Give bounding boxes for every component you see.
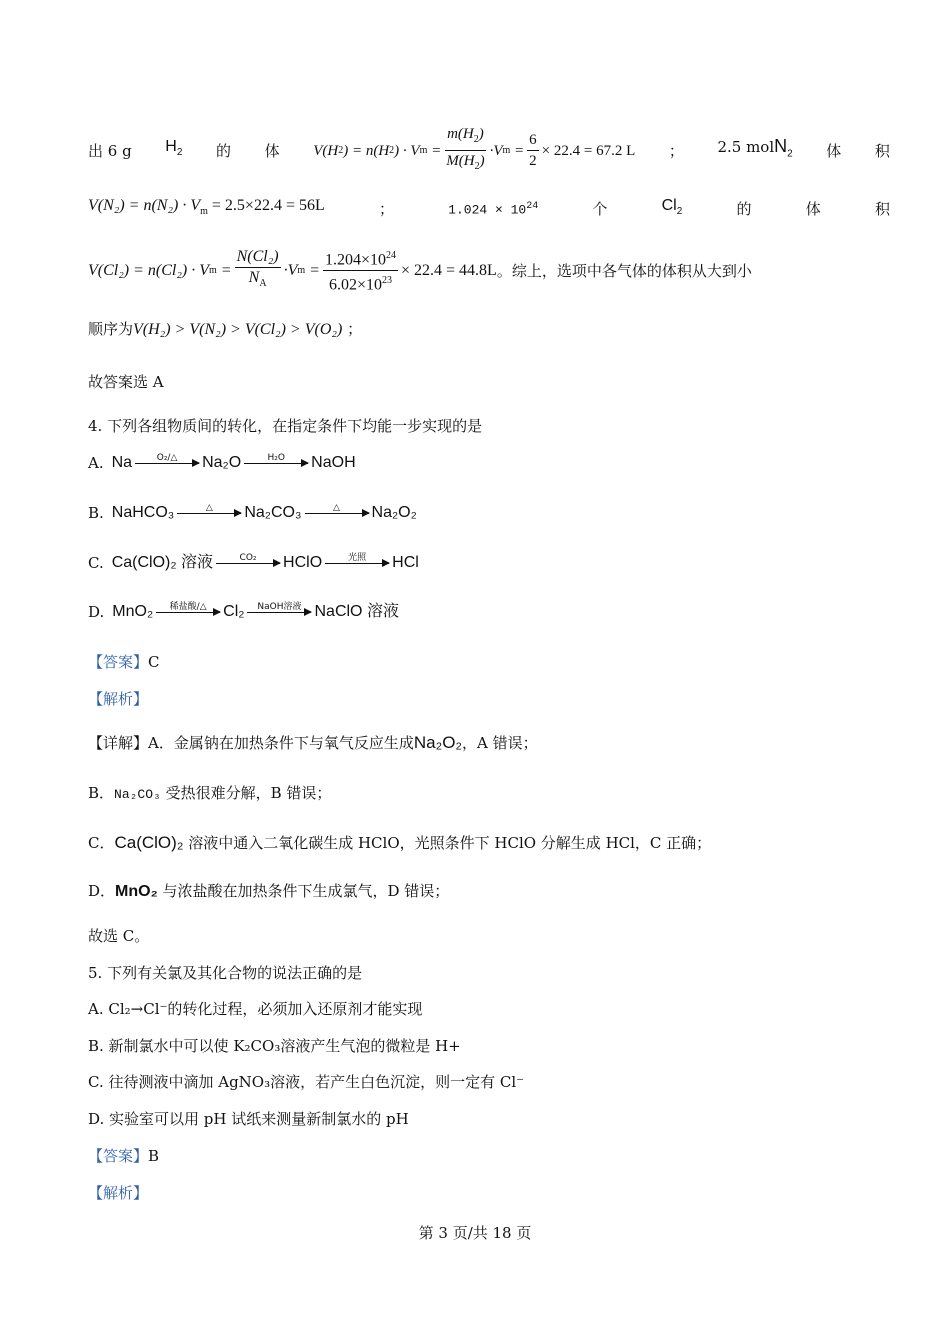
q5-jiexi-tag: 【解析】 xyxy=(88,1184,149,1202)
h2-label: $H_2$ xyxy=(165,138,183,159)
cl2-volume-line xyxy=(88,246,752,296)
cl2-unit: 个 xyxy=(592,200,608,219)
h2-word-1: 的 xyxy=(216,141,232,160)
q5-option-d: D. 实验室可以用 pH 试纸来测量新制氯水的 pH xyxy=(88,1110,409,1128)
reaction-arrow: CO₂ xyxy=(216,553,280,574)
h2-prefix: 出 6 g xyxy=(88,141,132,160)
q5-option-a: A. Cl₂→Cl⁻的转化过程，必须加入还原剂才能实现 xyxy=(88,1000,423,1018)
cl2-count: $1.024 \times 10^{24}$ xyxy=(448,201,539,218)
separator: ； xyxy=(668,141,684,160)
q4-jiexi-tag: 【解析】 xyxy=(88,690,149,708)
cl2-number-fraction: $\frac{1.204\times 10^{24}}{6.02\times 10^{23}}$ xyxy=(323,246,398,296)
q4-analysis-b: B．Na₂CO₃ 受热很难分解，B 错误； xyxy=(88,784,332,802)
q5-stem: 5. 下列有关氯及其化合物的说法正确的是 xyxy=(88,964,363,982)
q5-answer: 【答案】B xyxy=(88,1147,160,1165)
cl2-label: $Cl_2$ xyxy=(661,197,683,218)
q4-option-a: A. Na O₂/△ Na₂O H₂O NaOH xyxy=(88,452,356,472)
reaction-arrow: NaOH溶液 xyxy=(247,602,311,623)
q5-option-b: B. 新制氯水中可以使 K₂CO₃溶液产生气泡的微粒是 H+ xyxy=(88,1037,461,1055)
q4-option-c: C. Ca(ClO)₂ 溶液 CO₂ HClO 光照 HCl xyxy=(88,552,419,572)
reaction-arrow: 稀盐酸/△ xyxy=(156,602,220,623)
h2-volume-line xyxy=(88,124,890,177)
order-line: 顺序为V(H₂) > V(N₂) > V(Cl₂) > V(O₂) ； xyxy=(88,320,363,338)
summary-tail: 。综上，选项中各气体的体积从大到小 xyxy=(496,261,752,280)
q4-option-b: B. NaHCO₃ △ Na₂CO₃ △ Na₂O₂ xyxy=(88,502,417,522)
reaction-arrow: O₂/△ xyxy=(135,453,199,474)
n2-formula: $V(N_2) = n(N_2) \cdot V_m = 2.5\times 22.4 = 56L$ xyxy=(88,197,325,218)
cl2-word-2: 体 xyxy=(805,200,821,219)
h2-word-2: 体 xyxy=(264,141,280,160)
reaction-arrow: △ xyxy=(305,503,369,524)
q4-answer: 【答案】C xyxy=(88,653,160,671)
reaction-arrow: 光照 xyxy=(325,553,389,574)
q4-analysis-d: D．MnO₂ 与浓盐酸在加热条件下生成氯气，D 错误； xyxy=(88,882,450,900)
cl2-word-3: 积 xyxy=(874,200,890,219)
cl2-word-1: 的 xyxy=(736,200,752,219)
q4-analysis-c: C．Ca(ClO)₂ 溶液中通入二氧化碳生成 HClO，光照条件下 HClO 分解生成 HCl，C 正确； xyxy=(88,833,712,852)
page-footer: 第 3 页/共 18 页 xyxy=(418,1224,532,1242)
h2-number-fraction: $\frac{6}{2}$ xyxy=(529,132,537,169)
q4-analysis-a: 【详解】A．金属钠在加热条件下与氧气反应生成Na₂O₂，A 错误； xyxy=(88,733,538,752)
n2-word-2: 积 xyxy=(874,141,890,160)
q4-stem: 4. 下列各组物质间的转化，在指定条件下均能一步实现的是 xyxy=(88,417,483,435)
separator: ； xyxy=(378,200,394,219)
calc-conclusion: 故答案选 A xyxy=(88,373,164,391)
q4-option-d: D. MnO₂ 稀盐酸/△ Cl₂ NaOH溶液 NaClO 溶液 xyxy=(88,601,399,621)
q4-conclusion: 故选 C。 xyxy=(88,927,150,945)
n2-word-1: 体 xyxy=(826,141,842,160)
cl2-formula: V(Cl₂) = n(Cl₂) · V m = $\frac{\text{N(Cl₂)}}{N_A}$ ·V m = $\frac{1.204\times 10^{24}}{6.02\times 10^{23}}$ × 22.4 = 44.8L xyxy=(88,246,497,296)
n2-amount: 2.5 molN$_2$ xyxy=(717,136,793,160)
n2-volume-line xyxy=(88,195,890,223)
order-formula: V(H₂) > V(N₂) > V(Cl₂) > V(O₂) xyxy=(133,321,343,338)
h2-mass-fraction: $\frac{m(H_2)}{M(H_2)}$ xyxy=(446,126,485,172)
reaction-arrow: △ xyxy=(177,503,241,524)
reaction-arrow: H₂O xyxy=(244,453,308,474)
cl2-n-fraction: $\frac{\text{N(Cl₂)}}{N_A}$ xyxy=(236,248,279,290)
q5-option-c: C. 往待测液中滴加 AgNO₃溶液，若产生白色沉淀，则一定有 Cl⁻ xyxy=(88,1073,525,1091)
h2-formula: V(H 2 ) = n(H 2 ) · V m = $\frac{m(H_2)}{M(H_2)}$ ·V m = $\frac{6}{2}$ × 22.4 = 67.2 L xyxy=(313,124,635,177)
